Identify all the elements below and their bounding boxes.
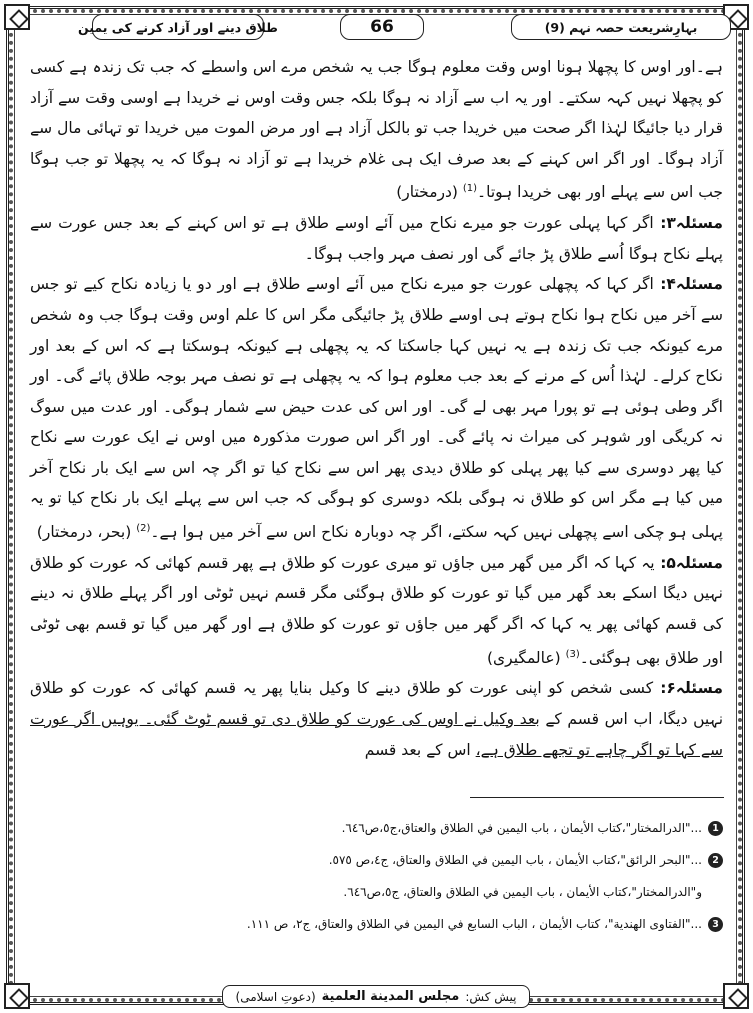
footnote-ref: (1): [462, 183, 478, 195]
footnote-divider: [470, 797, 724, 798]
corner-ornament-bottom-left: [4, 983, 30, 1009]
publisher-org: (دعوتِ اسلامی): [235, 989, 316, 1004]
footnote: [30, 812, 723, 844]
footnote: [30, 908, 723, 940]
footnote: [30, 844, 723, 876]
footnote-ref: (3): [565, 648, 580, 660]
paragraph-text: اس کے بعد قسم: [364, 740, 476, 759]
paragraph: [30, 269, 723, 548]
footer-prefix: پیش کش:: [465, 989, 517, 1004]
underlined-text: بعد وکیل نے اوس کی عورت کو طلاق دی تو قسم ٹوٹ گئی۔ یوہیں اگر عورت سے کہا تو اگر چاہے تو تجھے طلاق ہے،: [30, 709, 723, 759]
footnote-text: ..."الفتاوى الهندية"، كتاب الأيمان ، الباب السابع في اليمين في الطلاق والعتاق، ج٢، ص ١١١.: [246, 917, 702, 931]
page-footer: [222, 985, 530, 1008]
paragraph-text: ہے۔اور اوس کا پچھلا ہونا اوس وقت معلوم ہوگا جب یہ شخص مرے اس واسطے کہ جب تک زندہ ہے کسی کو پچھلا نہیں کہہ سکتے۔ اور یہ اب سے آزاد نہ ہوگا بلکہ جس وقت اوس نے خریدا ہے اوسی وقت سے آزاد قرار دیا جائیگا لہٰذا اگر صحت میں خریدا جب تو بالکل آزاد ہے اور مرض الموت میں خریدا تو تہائی مال سے آزاد ہوگا۔ اور اگر اس کہنے کے بعد صرف ایک ہی غلام خریدا ہے تو آزاد نہ ہوگا کہ یہ پچھلا تو جب ہوگا جب اس سے پہلے اور بھی خریدا ہوتا۔: [30, 58, 723, 202]
main-text: [30, 52, 723, 765]
paragraph-text: کسی شخص کو اپنی عورت کو طلاق دینے کا وکیل بنایا پھر یہ قسم کھائی کہ عورت کو طلاق نہیں دیگا، اب اس قسم کے: [30, 679, 724, 728]
paragraph-text: یہ کہا کہ اگر میں گھر میں جاؤں تو میری عورت کو طلاق ہے پھر قسم کھائی کہ عورت کو طلاق نہیں دیگا اسکے بعد گھر میں گیا تو عورت کو طلاق ہوگئی مگر قسم نہیں ٹوٹی اور اگر پہلے طلاق نہ دینے کی قسم کھائی پھر یہ کہا کہ اگر گھر میں جاؤں تو عورت کو طلاق ہے اور گھر میں گیا تو قسم بھی ٹوٹی اور طلاق بھی ہوگئی۔: [30, 553, 723, 667]
footnote-text: و"الدرالمختار"،كتاب الأيمان ، باب اليمين في الطلاق والعتاق، ج٥،ص٦٤٦.: [343, 885, 702, 899]
publisher-name: مجلس المدينة العلمية: [321, 989, 460, 1004]
chapter-title: طلاق دینے اور آزاد کرنے کی یمین: [92, 14, 264, 40]
footnote-ref: (2): [136, 523, 151, 535]
paragraph-text: اگر کہا پہلی عورت جو میرے نکاح میں آئے اوسے طلاق ہے تو اس کہنے کے بعد جس عورت سے پہلے نکاح ہوگا اُسے طلاق پڑ جائے گی اور نصف مہر واجب ہوگا۔: [30, 214, 723, 263]
paragraph-text: (عالمگیری): [487, 648, 566, 667]
masala-heading: مسئلہ۳:: [653, 214, 723, 233]
paragraph-text: (بحر، درمختار): [36, 523, 137, 542]
footnote-number: [708, 885, 723, 900]
page-header: [22, 14, 731, 40]
footnote-number: 2: [708, 853, 723, 868]
paragraph: [30, 52, 723, 208]
footnote-number: 3: [708, 917, 723, 932]
paragraph: [30, 673, 723, 765]
footnotes: [30, 812, 723, 940]
corner-ornament-bottom-right: [723, 983, 749, 1009]
paragraph: [30, 208, 723, 269]
footnote: [30, 876, 723, 908]
paragraph-text: اگر کہا کہ پچھلی عورت جو میرے نکاح میں آئے اوسے طلاق ہے اور دو یا زیادہ نکاح کیے تو جس سے آخر میں نکاح ہوا نکاح ہوتے ہی اوسے طلاق پڑ جائیگی مگر اس کا علم اوس وقت ہوگا جب وہ شخص مرے کیونکہ جب تک زندہ ہے یہ نہیں کہا جاسکتا کہ یہ پچھلی ہے کیونکہ ہوسکتا ہے کہ اس کے بعد اور نکاح کرلے۔ لہٰذا اُس کے مرنے کے بعد جب معلوم ہوا کہ یہ پچھلی ہے تو نصف مہر بوجہ طلاق پائے گی۔ اور اگر وطی ہوئی ہے تو پورا مہر بھی لے گی۔ اور اس کی عدت حیض سے شمار ہوگی۔ اور عدت میں سوگ نہ کریگی اور شوہر کی میراث نہ پائے گی۔ اور اگر اس صورت مذکورہ میں اوس نے ایک عورت سے نکاح کیا پھر دوسری سے کیا پھر پہلی کو طلاق دیدی پھر اس سے نکاح کیا تو اگر چہ اس سے ایک بار نکاح آخر میں کیا ہے مگر اس کو طلاق نہ ہوگی بلکہ دوسری کو ہوگی کہ جب اس سے پہلے ایک بار نکاح کیا تو یہ پہلی ہو چکی اسے پچھلی نہیں کہہ سکتے، اگر چہ دوبارہ نکاح اس سے آخر میں ہوا ہے۔: [30, 275, 723, 542]
book-title: بہارِشریعت حصہ نہم (9): [511, 14, 731, 40]
footnote-text: ..."البحر الرائق"،كتاب الأيمان ، باب اليمين في الطلاق والعتاق، ج٤،ص ٥٧٥.: [328, 853, 702, 867]
page-number: 66: [340, 14, 424, 40]
footnote-text: ..."الدرالمختار"،كتاب الأيمان ، باب اليمين في الطلاق والعتاق،ج٥،ص٦٤٦.: [341, 821, 702, 835]
footnote-number: 1: [708, 821, 723, 836]
masala-heading: مسئلہ۴:: [653, 275, 723, 294]
masala-heading: مسئلہ۵:: [654, 553, 723, 572]
paragraph: [30, 548, 723, 674]
paragraph-text: (درمختار): [396, 183, 463, 202]
masala-heading: مسئلہ۶:: [653, 679, 723, 698]
